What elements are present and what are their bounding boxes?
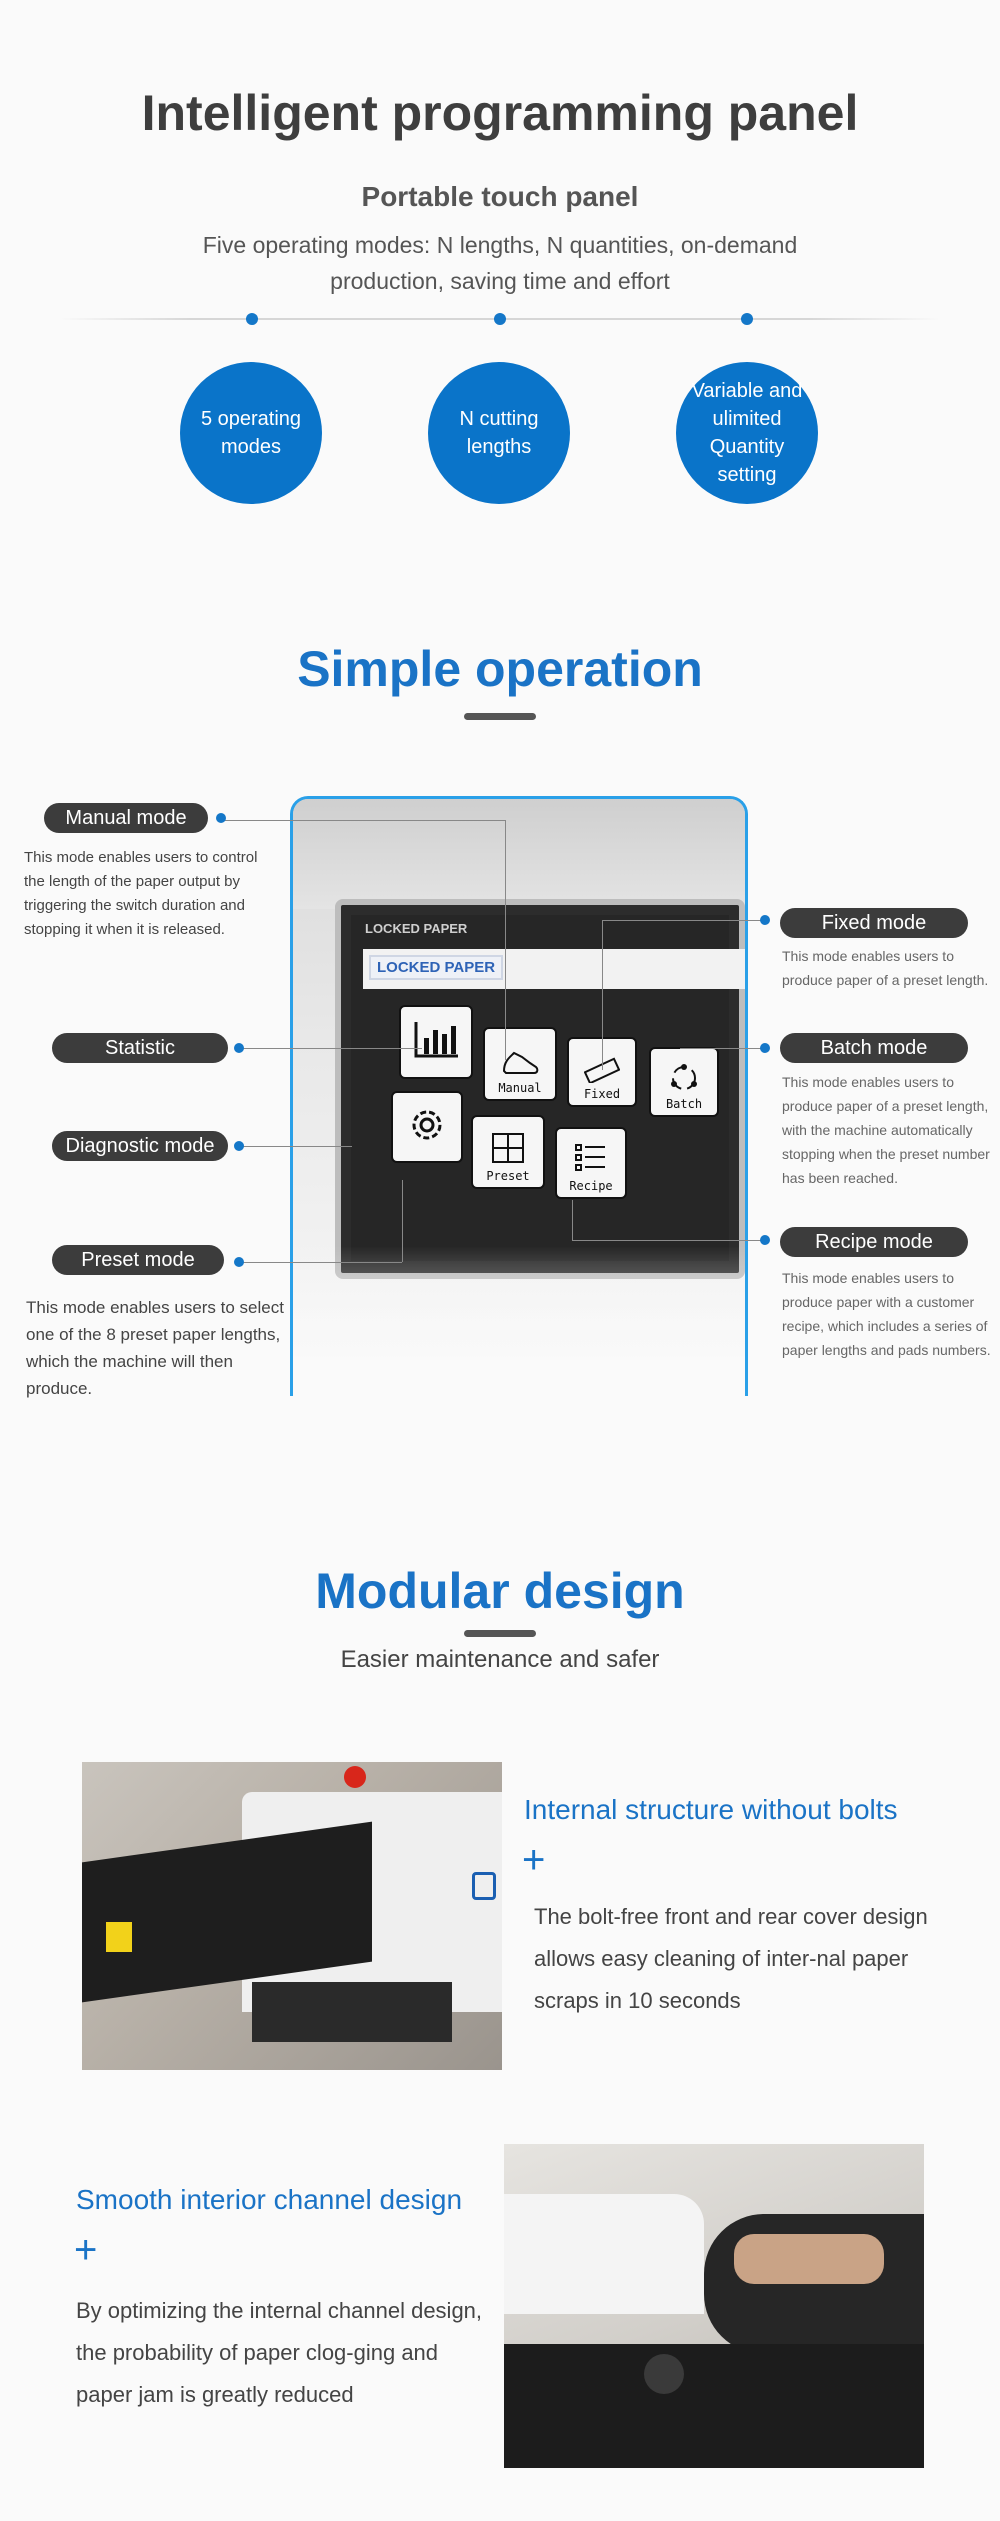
callout-line-manual: [222, 820, 505, 821]
statistic-tile[interactable]: [399, 1005, 473, 1079]
brand-logo: LOCKED PAPER: [369, 955, 503, 980]
callout-dot: [234, 1141, 244, 1151]
feature1-plus-icon: +: [522, 1838, 546, 1882]
preset-mode-label: Preset mode: [52, 1245, 224, 1275]
manual-tile[interactable]: [483, 1027, 557, 1101]
timeline-dot: [494, 313, 506, 325]
batch-tile-label: Batch: [665, 1097, 703, 1111]
callout-dot: [234, 1043, 244, 1053]
preset-mode-description: This mode enables users to select one of the 8 preset paper lengths, which the machine will then produce.: [26, 1298, 284, 1398]
bolt-free-machine-photo: [82, 1762, 502, 2070]
section-title-modular: Modular design: [315, 1563, 685, 1619]
callout-line-fixed-v: [602, 920, 603, 1070]
recipe-tile-label: Recipe: [569, 1179, 613, 1193]
callout-dot: [216, 813, 226, 823]
feature2-title: Smooth interior channel design: [76, 2184, 463, 2215]
touch-screen: [351, 915, 729, 1261]
panel-fade: [293, 1246, 745, 1396]
section-title-panel: Intelligent programming panel: [141, 85, 859, 141]
section-description-panel: Five operating modes: N lengths, N quantities, on-demand production, saving time and effort: [202, 232, 798, 294]
feature1-description: The bolt-free front and rear cover design allows easy cleaning of inter-nal paper scraps in 10 seconds: [534, 1904, 928, 2013]
callout-line-recipe: [572, 1240, 762, 1241]
feature1-title: Internal structure without bolts: [524, 1794, 898, 1825]
roller-wheel: [644, 2354, 684, 2394]
machine-base: [504, 2344, 924, 2468]
batch-mode-description: This mode enables users to produce paper of a preset length, with the machine automatically stopping when the preset number has been reached.: [782, 1074, 990, 1186]
shoe-icon: [500, 1047, 540, 1077]
batch-mode-label: Batch mode: [780, 1033, 968, 1063]
touch-screen-frame: [335, 899, 745, 1279]
timeline-dot: [741, 313, 753, 325]
recipe-tile[interactable]: [555, 1127, 627, 1199]
batch-tile[interactable]: [649, 1047, 719, 1117]
callout-line-recipe-v: [572, 1200, 573, 1240]
manual-tile-label: Manual: [498, 1081, 542, 1095]
title-underline: [464, 713, 536, 720]
screen-header-bar: [363, 949, 748, 989]
callout-line-preset-v: [402, 1180, 403, 1262]
gear-icon: [405, 1103, 449, 1147]
grid-icon: [490, 1131, 526, 1165]
brand-logo-dark: LOCKED PAPER: [365, 921, 468, 936]
section-subtitle-modular: Easier maintenance and safer: [340, 1646, 660, 1673]
feature-circle-lengths: N cutting lengths: [428, 362, 570, 504]
section-subtitle-panel: Portable touch panel: [361, 181, 639, 212]
channel-machine-photo: [504, 2144, 924, 2468]
callout-dot: [760, 1043, 770, 1053]
callout-dot: [760, 1235, 770, 1245]
manual-mode-description: This mode enables users to control the length of the paper output by triggering the switch duration and stopping it when it is released.: [24, 849, 258, 938]
callout-dot: [760, 915, 770, 925]
statistic-label: Statistic: [52, 1033, 228, 1063]
diagnostic-mode-label: Diagnostic mode: [52, 1131, 228, 1161]
callout-line-batch: [680, 1048, 762, 1049]
list-icon: [573, 1141, 609, 1175]
feature-circle-quantity: Variable and ulimited Quantity setting: [676, 362, 818, 504]
warning-label-icon: [106, 1922, 132, 1952]
bar-chart-icon: [412, 1020, 460, 1060]
callout-line-preset: [242, 1262, 402, 1263]
emergency-stop-icon: [344, 1766, 366, 1788]
control-panel-photo: [290, 796, 748, 1396]
preset-tile-label: Preset: [486, 1169, 530, 1183]
callout-line-statistic: [242, 1048, 422, 1049]
recipe-mode-description: This mode enables users to produce paper with a customer recipe, which includes a series of paper lengths and pads numbers.: [782, 1270, 991, 1358]
fixed-mode-label: Fixed mode: [780, 908, 968, 938]
fixed-tile-label: Fixed: [583, 1087, 621, 1101]
diagnostic-tile[interactable]: [391, 1091, 463, 1163]
feature2-plus-icon: +: [74, 2228, 98, 2272]
title-underline: [464, 1630, 536, 1637]
recipe-mode-label: Recipe mode: [780, 1227, 968, 1257]
callout-line-diagnostic: [242, 1146, 352, 1147]
timeline-dot: [246, 313, 258, 325]
panel-housing: [293, 799, 745, 909]
cycle-icon: [668, 1063, 700, 1093]
brand-logo-icon: [472, 1872, 496, 1900]
machine-stand: [252, 1982, 452, 2042]
hand-image: [734, 2234, 884, 2284]
machine-cover: [504, 2194, 704, 2314]
callout-dot: [234, 1257, 244, 1267]
callout-line-manual-v: [505, 820, 506, 1060]
preset-tile[interactable]: [471, 1115, 545, 1189]
feature-circle-modes: 5 operating modes: [180, 362, 322, 504]
callout-line-fixed: [602, 920, 762, 921]
fixed-mode-description: This mode enables users to produce paper of a preset length.: [782, 948, 989, 988]
manual-mode-label: Manual mode: [44, 803, 208, 833]
section-title-operation: Simple operation: [297, 641, 703, 697]
feature2-description: By optimizing the internal channel design, the probability of paper clog-ging and paper jam is greatly reduced: [76, 2298, 483, 2407]
